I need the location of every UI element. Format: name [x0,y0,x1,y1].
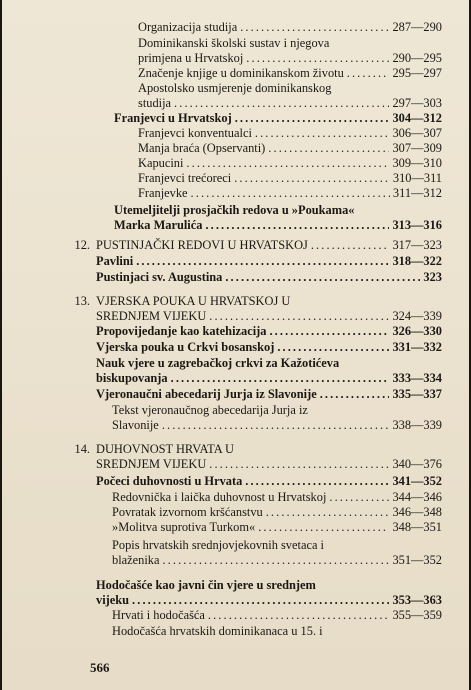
entry-title: Značenje knjige u dominikanskom životu [138,66,344,80]
entry-title: Kapucini [138,156,184,170]
toc-line [96,324,442,338]
chapter-number: 13. [74,294,90,308]
dot-leader [246,51,389,65]
entry-title: Nauk vjere u zagrebačkoj crkvi za Kažotićeva [96,356,340,370]
toc-line [96,387,442,401]
toc-line [138,36,329,50]
entry-title: Pavlini [96,254,134,268]
chapter-number: 12. [74,238,90,252]
toc-line [96,474,442,488]
entry-title: Dominikanski školski sustav i njegova [138,36,330,50]
entry-title: Organizacija studija [138,20,238,34]
toc-line [114,203,354,217]
entry-title: Hodočašća hrvatskih dominikanaca u 15. i [112,624,323,638]
entry-title: Tekst vjeronaučnog abecedarija Jurja iz [112,403,308,417]
entry-title: DUHOVNOST HRVATA U [96,442,234,456]
toc-line [138,141,442,155]
entry-title: Redovnička i laička duhovnost u Hrvatskoj [112,490,327,504]
page-range: 295—297 [392,66,442,80]
page-range: 348—351 [392,520,442,534]
toc-line [96,457,442,471]
page-range: 307—309 [392,141,442,155]
entry-title: biskupovanja [96,371,168,385]
entry-title: Manja braća (Opservanti) [138,141,266,155]
toc-line [138,51,442,65]
dot-leader [347,66,390,80]
page-number: 566 [90,660,110,675]
dot-leader [255,126,390,140]
toc-line [138,20,442,34]
entry-title: Pustinjaci sv. Augustina [96,270,223,284]
entry-title: Apostolsko usmjerenje dominikanskog [138,81,332,95]
entry-title: Franjevci trećoreci [138,171,232,185]
page-range: 310—311 [392,171,442,185]
entry-title: Popis hrvatskih srednjovjekovnih svetaca i [112,538,324,552]
entry-title: »Molitva suprotiva Turkom« [112,520,256,534]
toc-line [138,96,442,110]
toc-line [96,442,234,456]
entry-title: Slavonije [112,418,159,432]
dot-leader [268,141,389,155]
toc-line [96,371,442,385]
entry-title: Marka Marulića [114,218,203,232]
entry-title: vijeku [96,593,130,607]
entry-title: SREDNJEM VIJEKU [96,457,207,471]
page-range: 344—346 [392,490,442,504]
entry-title: Hodočašće kao javni čin vjere u srednjem [96,578,316,592]
page-range: 331—332 [392,340,442,354]
entry-title: studija [138,96,172,110]
toc-line [112,553,442,567]
toc-line [96,356,339,370]
entry-title: Povratak izvornom kršćanstvu [112,505,263,519]
dot-leader [266,505,390,519]
page-range: 313—316 [392,218,442,232]
page-range: 306—307 [392,126,442,140]
toc-line [112,520,442,534]
page-range: 324—339 [392,309,442,323]
toc-line [96,309,442,323]
toc-line [138,126,442,140]
dot-leader [205,218,389,232]
toc-line [112,538,324,552]
page-range: 318—322 [392,254,442,268]
dot-leader [208,608,390,622]
page-range: 297—303 [392,96,442,110]
entry-title: Vjeronaučni abecedarij Jurja iz Slavonije [96,387,317,401]
page-range: 355—359 [392,608,442,622]
toc-line [112,608,442,622]
dot-leader [258,520,389,534]
dot-leader [174,96,389,110]
page-range: 309—310 [392,156,442,170]
chapter-number: 14. [74,442,90,456]
dot-leader [329,490,389,504]
dot-leader [132,593,389,607]
entry-title: PUSTINJAČKI REDOVI U HRVATSKOJ [96,238,308,252]
toc-line [112,624,323,638]
page-range: 333—334 [392,371,442,385]
toc-line [96,238,442,252]
page-range: 323 [423,270,442,284]
dot-leader [225,270,420,284]
toc-line [114,218,442,232]
toc-line [96,254,442,268]
toc-line [96,294,290,308]
dot-leader [186,156,389,170]
dot-leader [235,111,390,125]
book-page [2,0,469,690]
toc-line [112,490,442,504]
toc-line [112,403,308,417]
toc-line [138,186,442,200]
toc-line [96,578,316,592]
dot-leader [162,418,390,432]
entry-title: Franjevke [138,186,188,200]
entry-title: Počeci duhovnosti u Hrvata [96,474,243,488]
dot-leader [320,387,390,401]
entry-title: Propovijedanje kao katehizacija [96,324,267,338]
page-range: 304—312 [392,111,442,125]
dot-leader [269,324,389,338]
dot-leader [209,309,389,323]
page-range: 317—323 [392,238,442,252]
entry-title: Franjevci konventualci [138,126,252,140]
page-range: 346—348 [392,505,442,519]
entry-title: primjena u Hrvatskoj [138,51,244,65]
page-range: 335—337 [392,387,442,401]
dot-leader [162,553,389,567]
toc-line [112,418,442,432]
toc-line [112,505,442,519]
page-range: 338—339 [392,418,442,432]
page-range: 311—312 [392,186,442,200]
toc-line [96,593,442,607]
toc-line [138,171,442,185]
toc-line [96,270,442,284]
dot-leader [136,254,389,268]
dot-leader [234,171,390,185]
page-range: 351—352 [392,553,442,567]
entry-title: VJERSKA POUKA U HRVATSKOJ U [96,294,291,308]
entry-title: Vjerska pouka u Crkvi bosanskoj [96,340,275,354]
page-range: 287—290 [392,20,442,34]
page-range: 340—376 [392,457,442,471]
entry-title: Hrvati i hodočašća [112,608,205,622]
dot-leader [311,238,390,252]
entry-title: Franjevci u Hrvatskoj [114,111,232,125]
toc-line [96,340,442,354]
dot-leader [209,457,389,471]
dot-leader [191,186,390,200]
toc-line [114,111,442,125]
toc-line [138,156,442,170]
page-range: 326—330 [392,324,442,338]
dot-leader [277,340,389,354]
page-range: 341—352 [392,474,442,488]
entry-title: Utemeljitelji prosjačkih redova u »Poukama« [114,203,355,217]
entry-title: blaženika [112,553,160,567]
entry-title: SREDNJEM VIJEKU [96,309,207,323]
page-range: 353—363 [392,593,442,607]
dot-leader [240,20,389,34]
dot-leader [171,371,390,385]
toc-line [138,81,331,95]
dot-leader [245,474,389,488]
page-range: 290—295 [392,51,442,65]
toc-line [138,66,442,80]
